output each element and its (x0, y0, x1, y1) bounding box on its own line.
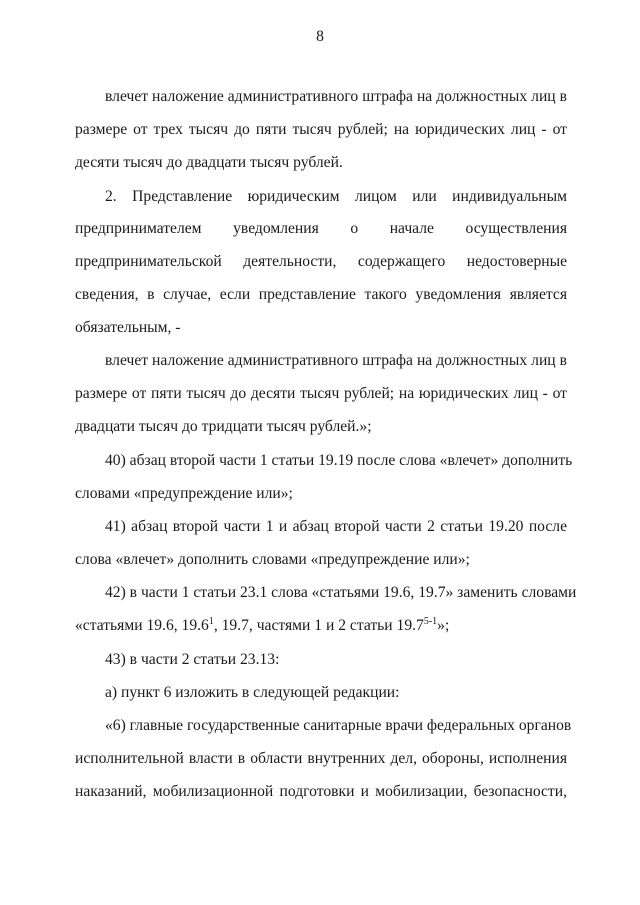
text-run: »; (437, 617, 450, 634)
text-line: словами «предупреждение или»; (75, 485, 293, 502)
page-number: 8 (316, 28, 324, 45)
superscript: 5-1 (423, 616, 438, 627)
text-line: размере от трех тысяч до пяти тысяч рублей; на юридических лиц - от (75, 121, 567, 138)
text-line: предпринимательской деятельности, содержащего недостоверные (75, 253, 567, 270)
text-line: 43) в части 2 статьи 23.13: (105, 651, 280, 668)
text-line: сведения, в случае, если представление такого уведомления является (75, 286, 567, 303)
text-line: двадцати тысяч до тридцати тысяч рублей.»; (75, 418, 372, 435)
text-line: влечет наложение административного штрафа на должностных лиц в (105, 352, 567, 369)
text-line: а) пункт 6 изложить в следующей редакции: (105, 684, 400, 701)
text-line: 42) в части 1 статьи 23.1 слова «статьями 19.6, 19.7» заменить словами (105, 584, 577, 601)
text-line: «6) главные государственные санитарные врачи федеральных органов (105, 717, 572, 734)
text-run: , 19.7, частями 1 и 2 статьи 19.7 (213, 617, 424, 634)
text-line: слова «влечет» дополнить словами «предупреждение или»; (75, 551, 470, 568)
text-line: 41) абзац второй части 1 и абзац второй части 2 статьи 19.20 после (105, 518, 567, 535)
text-line: обязательным, - (75, 319, 181, 336)
text-line: наказаний, мобилизационной подготовки и мобилизации, безопасности, (75, 783, 567, 800)
text-line: десяти тысяч до двадцати тысяч рублей. (75, 154, 343, 171)
superscript: 1 (208, 616, 214, 627)
text-run: «статьями 19.6, 19.6 (75, 617, 209, 634)
text-line: влечет наложение административного штрафа на должностных лиц в (105, 88, 567, 105)
text-line: исполнительной власти в области внутренних дел, обороны, исполнения (75, 750, 567, 767)
text-line-with-superscripts (75, 617, 567, 635)
text-line: 2. Представление юридическим лицом или индивидуальным (105, 188, 567, 205)
text-line: 40) абзац второй части 1 статьи 19.19 после слова «влечет» дополнить (105, 452, 573, 469)
text-line: размере от пяти тысяч до десяти тысяч рублей; на юридических лиц - от (75, 385, 567, 402)
text-line: предпринимателем уведомления о начале осуществления (75, 220, 567, 237)
